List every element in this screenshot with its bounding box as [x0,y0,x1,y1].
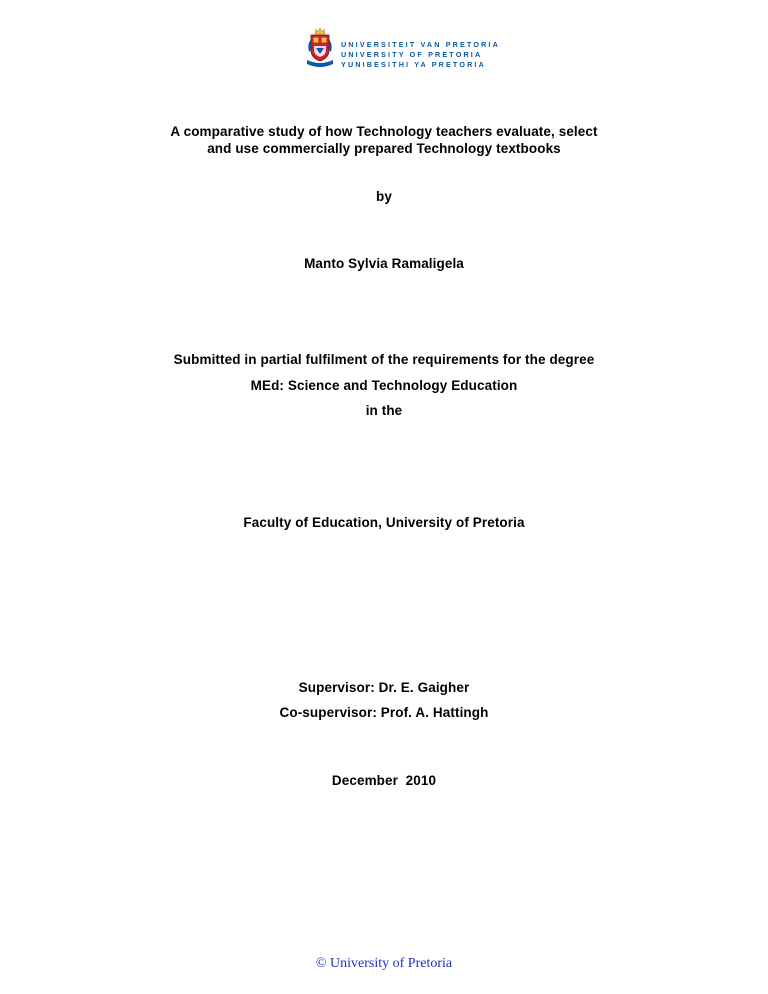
co-supervisor: Co-supervisor: Prof. A. Hattingh [279,705,489,720]
thesis-title-line-1: A comparative study of how Technology teachers evaluate, select [170,124,598,139]
author-name: Manto Sylvia Ramaligela [304,256,464,271]
by-label: by [376,189,392,204]
university-name-afrikaans: UNIVERSITEIT VAN PRETORIA [341,40,500,49]
submission-date: December 2010 [331,773,437,788]
university-crest-icon [303,26,337,68]
in-the-label: in the [365,403,403,418]
university-name-sepedi: YUNIBESITHI YA PRETORIA [341,60,486,69]
degree-name: MEd: Science and Technology Education [250,378,518,393]
supervisor: Supervisor: Dr. E. Gaigher [298,680,470,695]
submission-statement: Submitted in partial fulfilment of the requirements for the degree [173,352,595,367]
copyright-footer: © University of Pretoria [315,956,453,971]
university-name-english: UNIVERSITY OF PRETORIA [341,50,483,59]
faculty-name: Faculty of Education, University of Pretoria [243,515,525,530]
thesis-title-line-2: and use commercially prepared Technology textbooks [207,141,561,156]
